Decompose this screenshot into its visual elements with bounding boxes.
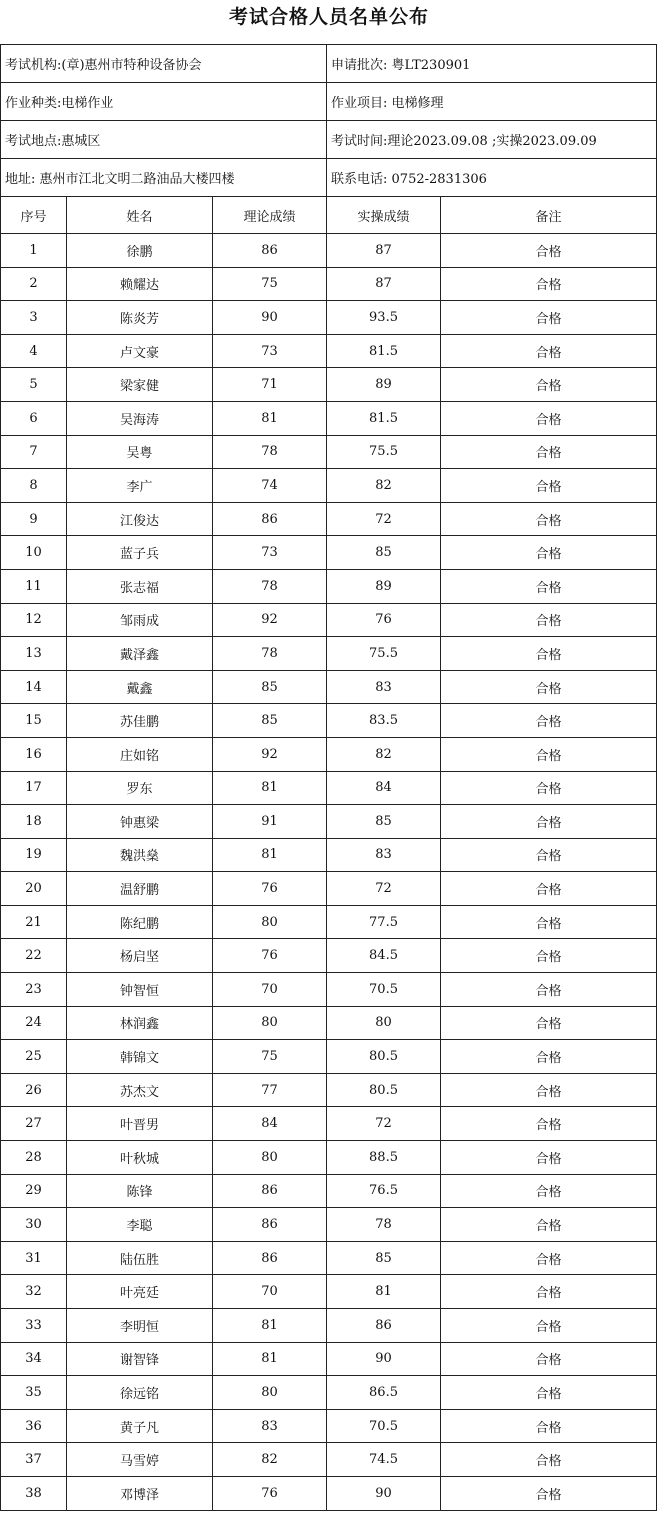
cell-practice-score: 87 [327, 234, 441, 268]
cell-theory-score: 76 [213, 939, 327, 973]
info-row-4 [1, 159, 657, 197]
header-index: 序号 [1, 197, 67, 234]
apply-batch: 申请批次: 粤LT230901 [327, 45, 657, 83]
table-row [1, 670, 657, 704]
cell-index: 26 [1, 1073, 67, 1107]
cell-remark: 合格 [441, 1342, 657, 1376]
cell-index: 38 [1, 1476, 67, 1510]
cell-index: 20 [1, 872, 67, 906]
cell-remark: 合格 [441, 267, 657, 301]
cell-theory-score: 70 [213, 973, 327, 1007]
table-row [1, 1141, 657, 1175]
cell-practice-score: 89 [327, 569, 441, 603]
cell-index: 19 [1, 838, 67, 872]
cell-remark: 合格 [441, 805, 657, 839]
info-row-2 [1, 83, 657, 121]
cell-name: 钟智恒 [67, 973, 213, 1007]
cell-practice-score: 82 [327, 737, 441, 771]
cell-name: 梁家健 [67, 368, 213, 402]
cell-index: 9 [1, 502, 67, 536]
cell-theory-score: 86 [213, 1241, 327, 1275]
cell-name: 苏佳鹏 [67, 704, 213, 738]
cell-remark: 合格 [441, 670, 657, 704]
table-row [1, 1275, 657, 1309]
cell-practice-score: 75.5 [327, 637, 441, 671]
cell-remark: 合格 [441, 704, 657, 738]
cell-remark: 合格 [441, 1241, 657, 1275]
cell-index: 23 [1, 973, 67, 1007]
header-name: 姓名 [67, 197, 213, 234]
cell-practice-score: 80.5 [327, 1073, 441, 1107]
cell-name: 蓝子兵 [67, 536, 213, 570]
cell-name: 徐鹏 [67, 234, 213, 268]
table-row [1, 603, 657, 637]
cell-index: 22 [1, 939, 67, 973]
cell-theory-score: 75 [213, 1040, 327, 1074]
cell-name: 叶亮廷 [67, 1275, 213, 1309]
cell-name: 吴粤 [67, 435, 213, 469]
cell-index: 15 [1, 704, 67, 738]
table-row [1, 872, 657, 906]
info-row-3 [1, 121, 657, 159]
cell-practice-score: 81.5 [327, 334, 441, 368]
cell-name: 陆伍胜 [67, 1241, 213, 1275]
table-row [1, 1241, 657, 1275]
cell-name: 陈炎芳 [67, 301, 213, 335]
cell-theory-score: 81 [213, 838, 327, 872]
cell-theory-score: 80 [213, 905, 327, 939]
header-theory-score: 理论成绩 [213, 197, 327, 234]
cell-remark: 合格 [441, 1309, 657, 1343]
work-project: 作业项目: 电梯修理 [327, 83, 657, 121]
cell-index: 11 [1, 569, 67, 603]
cell-name: 李聪 [67, 1208, 213, 1242]
cell-practice-score: 84 [327, 771, 441, 805]
table-row [1, 435, 657, 469]
cell-name: 陈纪鹏 [67, 905, 213, 939]
cell-remark: 合格 [441, 1107, 657, 1141]
cell-practice-score: 89 [327, 368, 441, 402]
table-row [1, 502, 657, 536]
cell-theory-score: 84 [213, 1107, 327, 1141]
cell-name: 叶秋城 [67, 1141, 213, 1175]
cell-theory-score: 73 [213, 536, 327, 570]
table-row [1, 234, 657, 268]
header-remark: 备注 [441, 197, 657, 234]
cell-name: 陈锋 [67, 1174, 213, 1208]
cell-remark: 合格 [441, 1073, 657, 1107]
cell-remark: 合格 [441, 334, 657, 368]
cell-name: 钟惠梁 [67, 805, 213, 839]
table-row [1, 737, 657, 771]
cell-practice-score: 90 [327, 1342, 441, 1376]
cell-theory-score: 74 [213, 469, 327, 503]
cell-theory-score: 78 [213, 435, 327, 469]
cell-theory-score: 76 [213, 1476, 327, 1510]
cell-index: 8 [1, 469, 67, 503]
cell-index: 18 [1, 805, 67, 839]
table-row [1, 267, 657, 301]
table-row [1, 771, 657, 805]
cell-theory-score: 78 [213, 637, 327, 671]
cell-remark: 合格 [441, 401, 657, 435]
table-header-row [1, 197, 657, 234]
cell-practice-score: 86.5 [327, 1376, 441, 1410]
info-row-1 [1, 45, 657, 83]
cell-name: 吴海涛 [67, 401, 213, 435]
cell-practice-score: 70.5 [327, 973, 441, 1007]
cell-remark: 合格 [441, 502, 657, 536]
cell-practice-score: 76 [327, 603, 441, 637]
cell-index: 16 [1, 737, 67, 771]
work-category: 作业种类:电梯作业 [1, 83, 327, 121]
cell-index: 3 [1, 301, 67, 335]
cell-name: 罗东 [67, 771, 213, 805]
cell-theory-score: 70 [213, 1275, 327, 1309]
table-row [1, 905, 657, 939]
cell-remark: 合格 [441, 301, 657, 335]
header-practice-score: 实操成绩 [327, 197, 441, 234]
cell-name: 马雪婷 [67, 1443, 213, 1477]
cell-theory-score: 82 [213, 1443, 327, 1477]
cell-practice-score: 72 [327, 1107, 441, 1141]
table-row [1, 1376, 657, 1410]
cell-practice-score: 93.5 [327, 301, 441, 335]
table-row [1, 1073, 657, 1107]
cell-name: 苏杰文 [67, 1073, 213, 1107]
cell-theory-score: 86 [213, 502, 327, 536]
cell-theory-score: 85 [213, 704, 327, 738]
cell-remark: 合格 [441, 1006, 657, 1040]
table-row [1, 1006, 657, 1040]
cell-practice-score: 80.5 [327, 1040, 441, 1074]
cell-practice-score: 77.5 [327, 905, 441, 939]
cell-theory-score: 80 [213, 1141, 327, 1175]
cell-name: 徐远铭 [67, 1376, 213, 1410]
cell-theory-score: 92 [213, 603, 327, 637]
table-row [1, 368, 657, 402]
cell-remark: 合格 [441, 569, 657, 603]
cell-name: 叶晋男 [67, 1107, 213, 1141]
cell-theory-score: 90 [213, 301, 327, 335]
cell-index: 35 [1, 1376, 67, 1410]
cell-index: 21 [1, 905, 67, 939]
cell-practice-score: 72 [327, 502, 441, 536]
cell-theory-score: 86 [213, 1208, 327, 1242]
cell-remark: 合格 [441, 1174, 657, 1208]
cell-index: 5 [1, 368, 67, 402]
cell-index: 4 [1, 334, 67, 368]
exam-location: 考试地点:惠城区 [1, 121, 327, 159]
cell-index: 7 [1, 435, 67, 469]
cell-practice-score: 82 [327, 469, 441, 503]
cell-index: 33 [1, 1309, 67, 1343]
cell-theory-score: 81 [213, 771, 327, 805]
cell-remark: 合格 [441, 1376, 657, 1410]
table-row [1, 469, 657, 503]
table-row [1, 973, 657, 1007]
cell-name: 邹雨成 [67, 603, 213, 637]
cell-name: 谢智锋 [67, 1342, 213, 1376]
address: 地址: 惠州市江北文明二路油品大楼四楼 [1, 159, 327, 197]
table-row [1, 838, 657, 872]
cell-index: 30 [1, 1208, 67, 1242]
cell-theory-score: 73 [213, 334, 327, 368]
cell-theory-score: 86 [213, 1174, 327, 1208]
cell-index: 29 [1, 1174, 67, 1208]
cell-practice-score: 85 [327, 536, 441, 570]
cell-remark: 合格 [441, 1040, 657, 1074]
cell-index: 32 [1, 1275, 67, 1309]
cell-theory-score: 71 [213, 368, 327, 402]
table-row [1, 1409, 657, 1443]
cell-remark: 合格 [441, 637, 657, 671]
table-row [1, 939, 657, 973]
cell-name: 魏洪燊 [67, 838, 213, 872]
cell-index: 13 [1, 637, 67, 671]
cell-name: 李明恒 [67, 1309, 213, 1343]
exam-org: 考试机构:(章)惠州市特种设备协会 [1, 45, 327, 83]
cell-remark: 合格 [441, 771, 657, 805]
cell-theory-score: 83 [213, 1409, 327, 1443]
cell-practice-score: 85 [327, 805, 441, 839]
cell-index: 17 [1, 771, 67, 805]
table-row [1, 1476, 657, 1510]
table-row [1, 1309, 657, 1343]
cell-practice-score: 80 [327, 1006, 441, 1040]
cell-practice-score: 81 [327, 1275, 441, 1309]
cell-theory-score: 85 [213, 670, 327, 704]
cell-name: 张志福 [67, 569, 213, 603]
cell-theory-score: 80 [213, 1376, 327, 1410]
cell-name: 李广 [67, 469, 213, 503]
cell-index: 27 [1, 1107, 67, 1141]
cell-theory-score: 81 [213, 401, 327, 435]
table-row [1, 805, 657, 839]
cell-theory-score: 91 [213, 805, 327, 839]
cell-name: 韩锦文 [67, 1040, 213, 1074]
cell-remark: 合格 [441, 1476, 657, 1510]
cell-theory-score: 86 [213, 234, 327, 268]
cell-index: 34 [1, 1342, 67, 1376]
cell-practice-score: 78 [327, 1208, 441, 1242]
cell-theory-score: 80 [213, 1006, 327, 1040]
cell-remark: 合格 [441, 905, 657, 939]
cell-remark: 合格 [441, 603, 657, 637]
table-row [1, 1342, 657, 1376]
cell-practice-score: 85 [327, 1241, 441, 1275]
cell-practice-score: 86 [327, 1309, 441, 1343]
cell-index: 28 [1, 1141, 67, 1175]
table-row [1, 1208, 657, 1242]
cell-practice-score: 74.5 [327, 1443, 441, 1477]
cell-index: 14 [1, 670, 67, 704]
cell-practice-score: 83 [327, 838, 441, 872]
cell-index: 2 [1, 267, 67, 301]
cell-remark: 合格 [441, 1208, 657, 1242]
cell-practice-score: 70.5 [327, 1409, 441, 1443]
table-row [1, 704, 657, 738]
table-row [1, 1107, 657, 1141]
cell-remark: 合格 [441, 1275, 657, 1309]
cell-theory-score: 92 [213, 737, 327, 771]
table-row [1, 401, 657, 435]
cell-remark: 合格 [441, 973, 657, 1007]
cell-practice-score: 90 [327, 1476, 441, 1510]
table-row [1, 637, 657, 671]
table-row [1, 569, 657, 603]
cell-practice-score: 83 [327, 670, 441, 704]
page-title: 考试合格人员名单公布 [228, 6, 429, 28]
cell-remark: 合格 [441, 536, 657, 570]
cell-remark: 合格 [441, 469, 657, 503]
cell-name: 杨启坚 [67, 939, 213, 973]
cell-index: 37 [1, 1443, 67, 1477]
cell-theory-score: 77 [213, 1073, 327, 1107]
cell-index: 25 [1, 1040, 67, 1074]
cell-name: 邓博泽 [67, 1476, 213, 1510]
cell-remark: 合格 [441, 1141, 657, 1175]
cell-theory-score: 81 [213, 1309, 327, 1343]
cell-practice-score: 88.5 [327, 1141, 441, 1175]
cell-practice-score: 81.5 [327, 401, 441, 435]
cell-name: 黄子凡 [67, 1409, 213, 1443]
cell-remark: 合格 [441, 737, 657, 771]
cell-index: 6 [1, 401, 67, 435]
table-row [1, 536, 657, 570]
cell-name: 赖耀达 [67, 267, 213, 301]
cell-remark: 合格 [441, 368, 657, 402]
cell-index: 36 [1, 1409, 67, 1443]
cell-practice-score: 76.5 [327, 1174, 441, 1208]
exam-time: 考试时间:理论2023.09.08 ;实操2023.09.09 [327, 121, 657, 159]
results-table [0, 44, 657, 1511]
cell-name: 林润鑫 [67, 1006, 213, 1040]
cell-theory-score: 78 [213, 569, 327, 603]
cell-name: 戴鑫 [67, 670, 213, 704]
cell-remark: 合格 [441, 838, 657, 872]
cell-index: 12 [1, 603, 67, 637]
table-row [1, 301, 657, 335]
cell-practice-score: 83.5 [327, 704, 441, 738]
cell-practice-score: 87 [327, 267, 441, 301]
cell-name: 庄如铭 [67, 737, 213, 771]
cell-theory-score: 75 [213, 267, 327, 301]
table-row [1, 1040, 657, 1074]
table-row [1, 334, 657, 368]
cell-practice-score: 72 [327, 872, 441, 906]
cell-index: 31 [1, 1241, 67, 1275]
cell-theory-score: 76 [213, 872, 327, 906]
cell-index: 1 [1, 234, 67, 268]
cell-remark: 合格 [441, 872, 657, 906]
cell-name: 戴泽鑫 [67, 637, 213, 671]
cell-practice-score: 75.5 [327, 435, 441, 469]
table-row [1, 1443, 657, 1477]
contact-phone: 联系电话: 0752-2831306 [327, 159, 657, 197]
cell-index: 24 [1, 1006, 67, 1040]
cell-remark: 合格 [441, 1409, 657, 1443]
cell-name: 江俊达 [67, 502, 213, 536]
cell-index: 10 [1, 536, 67, 570]
cell-name: 温舒鹏 [67, 872, 213, 906]
cell-remark: 合格 [441, 234, 657, 268]
cell-practice-score: 84.5 [327, 939, 441, 973]
cell-theory-score: 81 [213, 1342, 327, 1376]
cell-remark: 合格 [441, 939, 657, 973]
cell-name: 卢文豪 [67, 334, 213, 368]
cell-remark: 合格 [441, 435, 657, 469]
table-row [1, 1174, 657, 1208]
cell-remark: 合格 [441, 1443, 657, 1477]
